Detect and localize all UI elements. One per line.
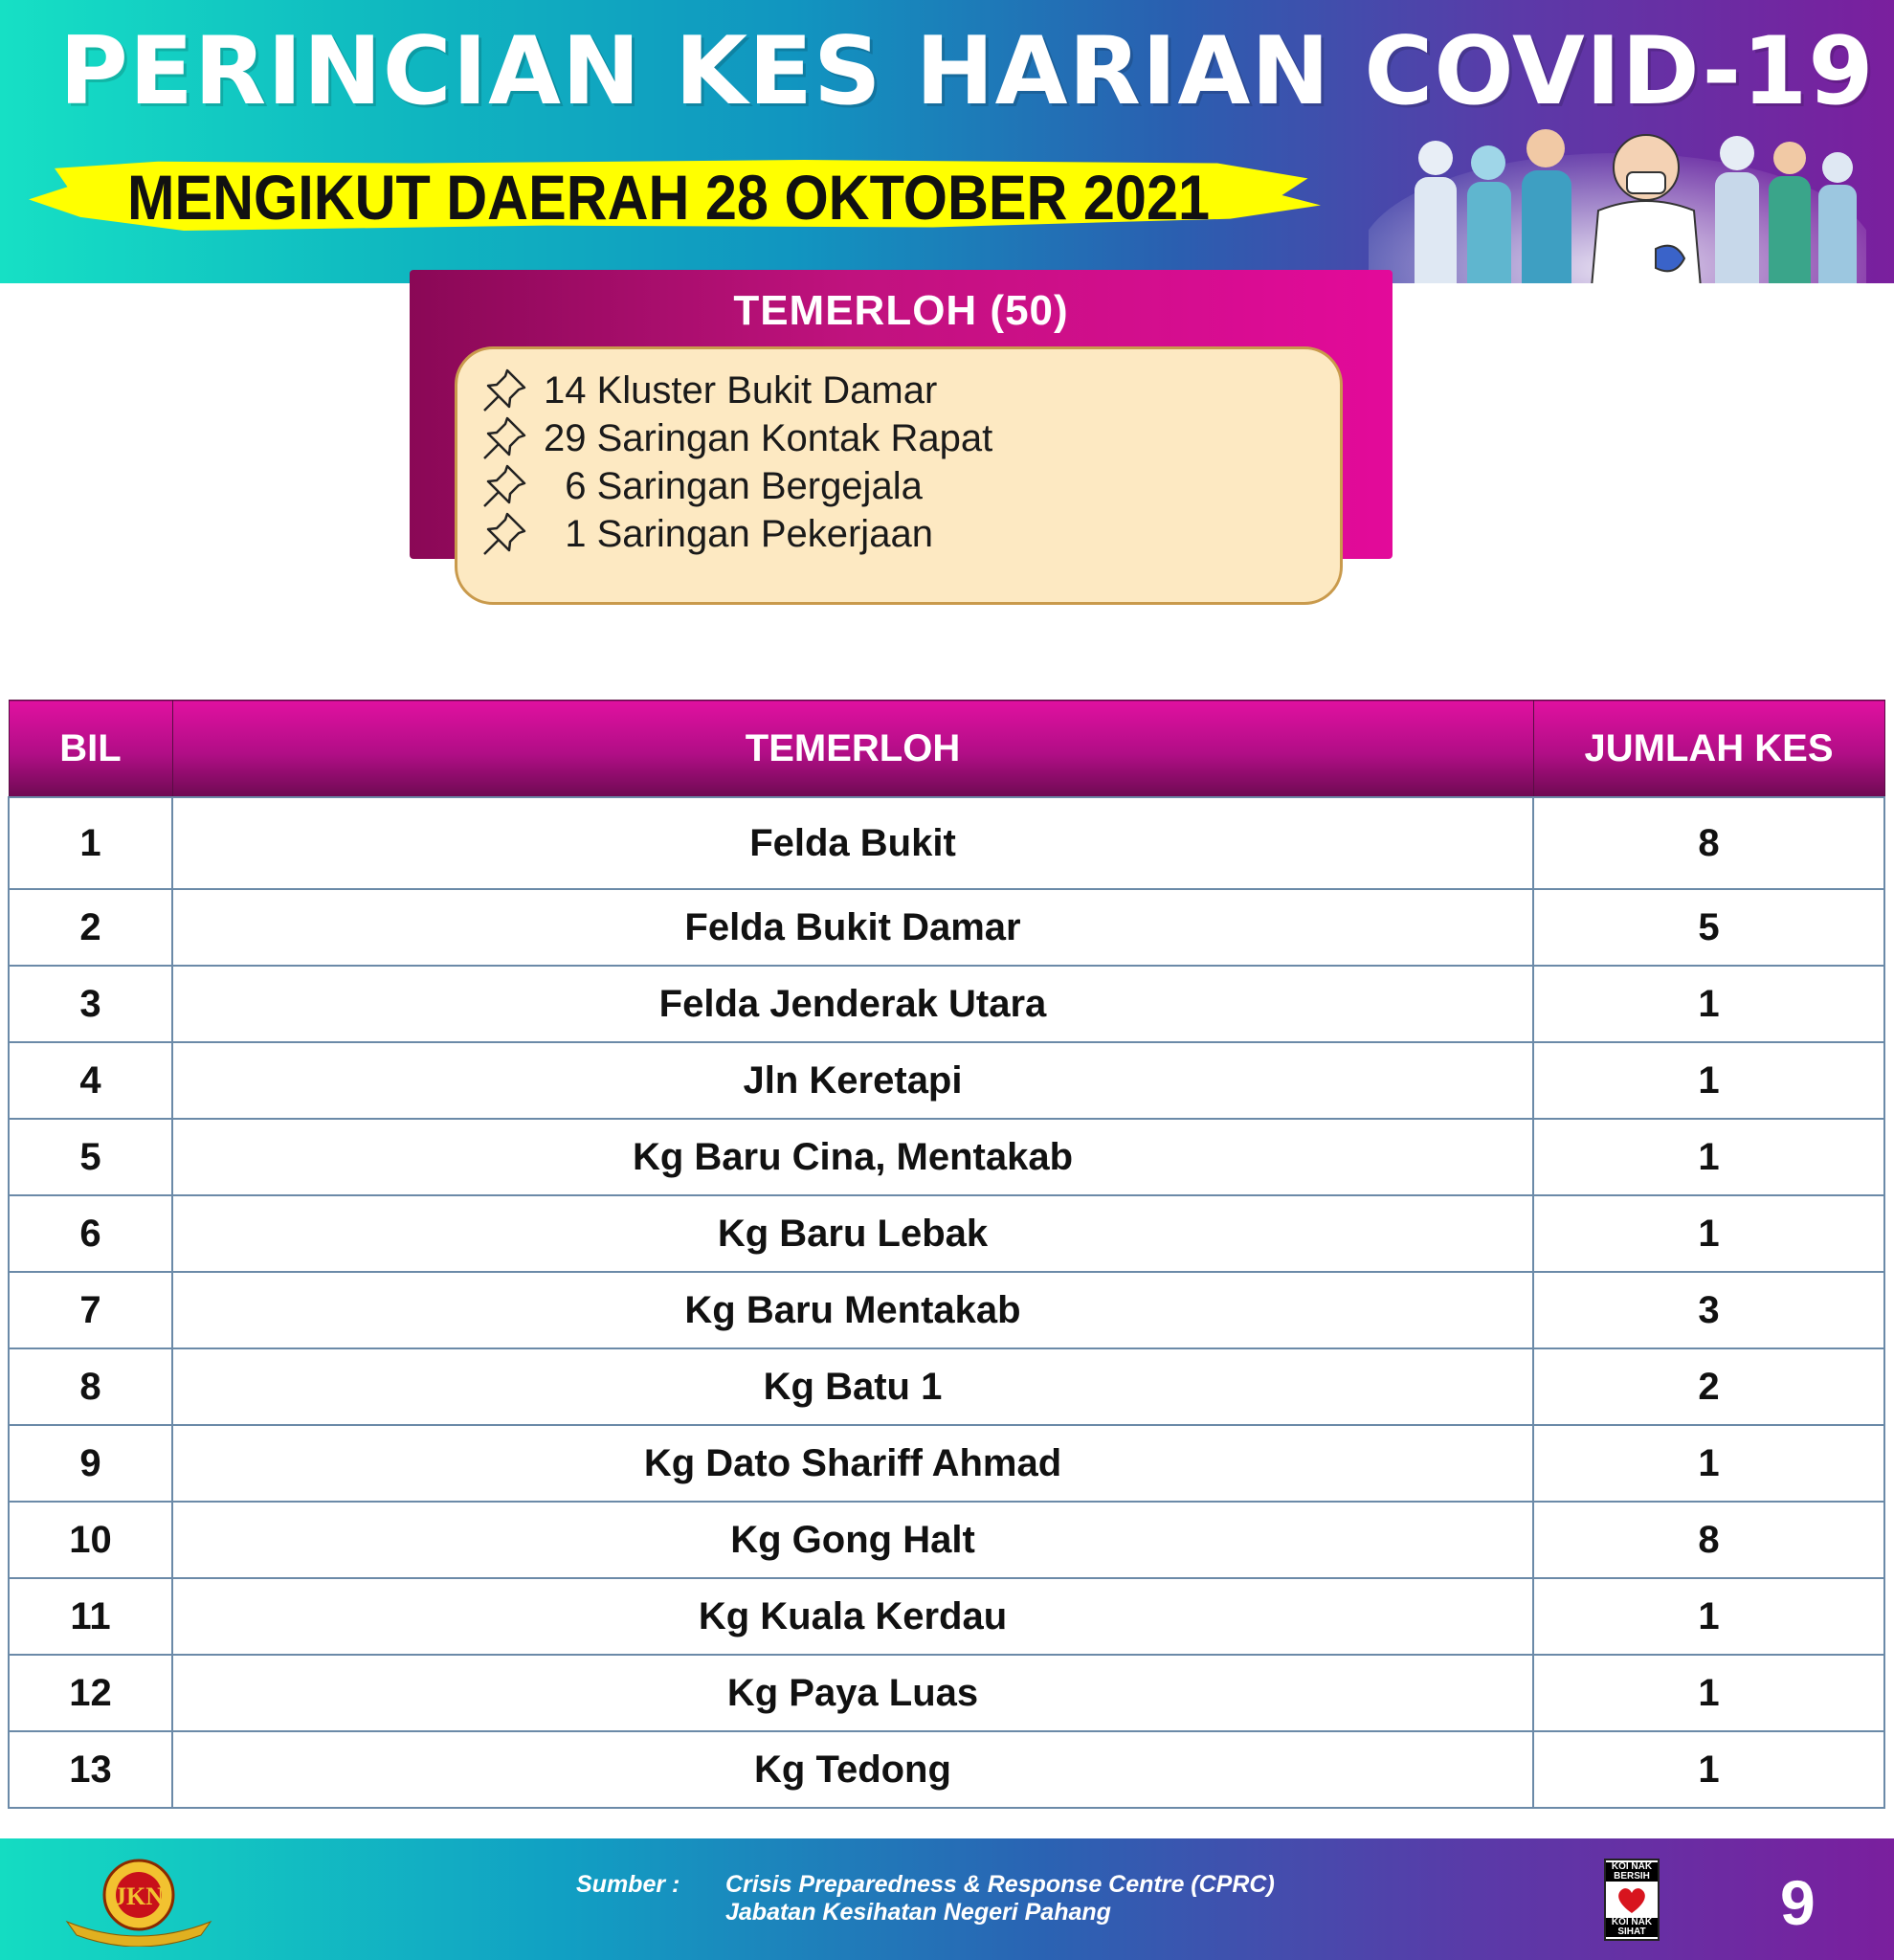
cell-bil: 13 — [9, 1731, 172, 1808]
cell-bil: 2 — [9, 889, 172, 966]
cell-total: 1 — [1533, 1042, 1884, 1119]
cell-location: Kg Baru Lebak — [172, 1195, 1533, 1272]
source-label: Sumber : — [576, 1871, 680, 1898]
table-row — [9, 889, 1884, 966]
cell-bil: 10 — [9, 1502, 172, 1578]
cell-location: Kg Dato Shariff Ahmad — [172, 1425, 1533, 1502]
page-title: PERINCIAN KES HARIAN COVID-19 — [59, 17, 1875, 126]
cell-total: 5 — [1533, 889, 1884, 966]
svg-text:JKN: JKN — [114, 1882, 164, 1910]
list-item — [480, 510, 933, 558]
cell-bil: 3 — [9, 966, 172, 1042]
table-row — [9, 966, 1884, 1042]
list-item — [480, 462, 923, 510]
table-row — [9, 1348, 1884, 1425]
heart-icon — [1615, 1882, 1649, 1917]
column-header-total: JUMLAH KES — [1533, 701, 1884, 798]
cell-total: 1 — [1533, 1425, 1884, 1502]
cell-total: 1 — [1533, 966, 1884, 1042]
pushpin-icon — [480, 414, 528, 462]
cell-location: Kg Batu 1 — [172, 1348, 1533, 1425]
summary-item-text: 14 Kluster Bukit Damar — [544, 368, 938, 412]
cell-location: Felda Jenderak Utara — [172, 966, 1533, 1042]
table-row — [9, 1119, 1884, 1195]
pushpin-icon — [480, 510, 528, 558]
summary-item-text: 1 Saringan Pekerjaan — [544, 512, 933, 555]
cell-bil: 12 — [9, 1655, 172, 1731]
cases-table — [8, 700, 1885, 1809]
cell-location: Kg Paya Luas — [172, 1655, 1533, 1731]
cell-bil: 1 — [9, 797, 172, 889]
list-item — [480, 414, 992, 462]
table-row — [9, 1195, 1884, 1272]
badge-bottom-text: KOI NAK SIHAT — [1606, 1918, 1658, 1937]
table-row — [9, 1272, 1884, 1348]
table-row — [9, 797, 1884, 889]
table-header-row — [9, 701, 1884, 798]
jkn-logo — [57, 1855, 220, 1947]
page-subtitle: MENGIKUT DAERAH 28 OKTOBER 2021 — [127, 162, 1211, 233]
medical-staff-illustration — [1369, 115, 1866, 283]
header-banner — [0, 0, 1894, 283]
cell-bil: 11 — [9, 1578, 172, 1655]
summary-list — [455, 346, 1343, 605]
summary-item-text: 6 Saringan Bergejala — [544, 464, 923, 507]
badge-top-text: KOI NAK BERSIH — [1606, 1862, 1658, 1882]
cell-total: 8 — [1533, 797, 1884, 889]
cell-bil: 4 — [9, 1042, 172, 1119]
cell-bil: 6 — [9, 1195, 172, 1272]
cell-total: 8 — [1533, 1502, 1884, 1578]
summary-title: TEMERLOH (50) — [733, 287, 1069, 334]
table-row — [9, 1042, 1884, 1119]
cell-total: 1 — [1533, 1578, 1884, 1655]
column-header-location: TEMERLOH — [172, 701, 1533, 798]
cell-location: Jln Keretapi — [172, 1042, 1533, 1119]
pushpin-icon — [480, 367, 528, 414]
column-header-bil: BIL — [9, 701, 172, 798]
cell-total: 1 — [1533, 1655, 1884, 1731]
cell-bil: 5 — [9, 1119, 172, 1195]
cell-total: 3 — [1533, 1272, 1884, 1348]
table-row — [9, 1502, 1884, 1578]
table-row — [9, 1425, 1884, 1502]
summary-item-text: 29 Saringan Kontak Rapat — [544, 416, 993, 459]
cell-location: Felda Bukit Damar — [172, 889, 1533, 966]
table-row — [9, 1731, 1884, 1808]
table-row — [9, 1578, 1884, 1655]
cell-bil: 8 — [9, 1348, 172, 1425]
page-number: 9 — [1780, 1867, 1816, 1938]
cell-location: Kg Baru Cina, Mentakab — [172, 1119, 1533, 1195]
cell-location: Kg Gong Halt — [172, 1502, 1533, 1578]
cell-location: Kg Kuala Kerdau — [172, 1578, 1533, 1655]
source-department: Jabatan Kesihatan Negeri Pahang — [725, 1899, 1111, 1926]
cell-total: 1 — [1533, 1119, 1884, 1195]
cell-location: Kg Tedong — [172, 1731, 1533, 1808]
cell-location: Kg Baru Mentakab — [172, 1272, 1533, 1348]
cell-bil: 9 — [9, 1425, 172, 1502]
cell-total: 1 — [1533, 1731, 1884, 1808]
cell-total: 1 — [1533, 1195, 1884, 1272]
source-organization: Crisis Preparedness & Response Centre (CPRC) — [725, 1871, 1275, 1898]
cell-bil: 7 — [9, 1272, 172, 1348]
cell-location: Felda Bukit — [172, 797, 1533, 889]
cell-total: 2 — [1533, 1348, 1884, 1425]
koi-nak-sihat-badge — [1604, 1859, 1660, 1941]
pushpin-icon — [480, 462, 528, 510]
list-item — [480, 367, 937, 414]
table-row — [9, 1655, 1884, 1731]
